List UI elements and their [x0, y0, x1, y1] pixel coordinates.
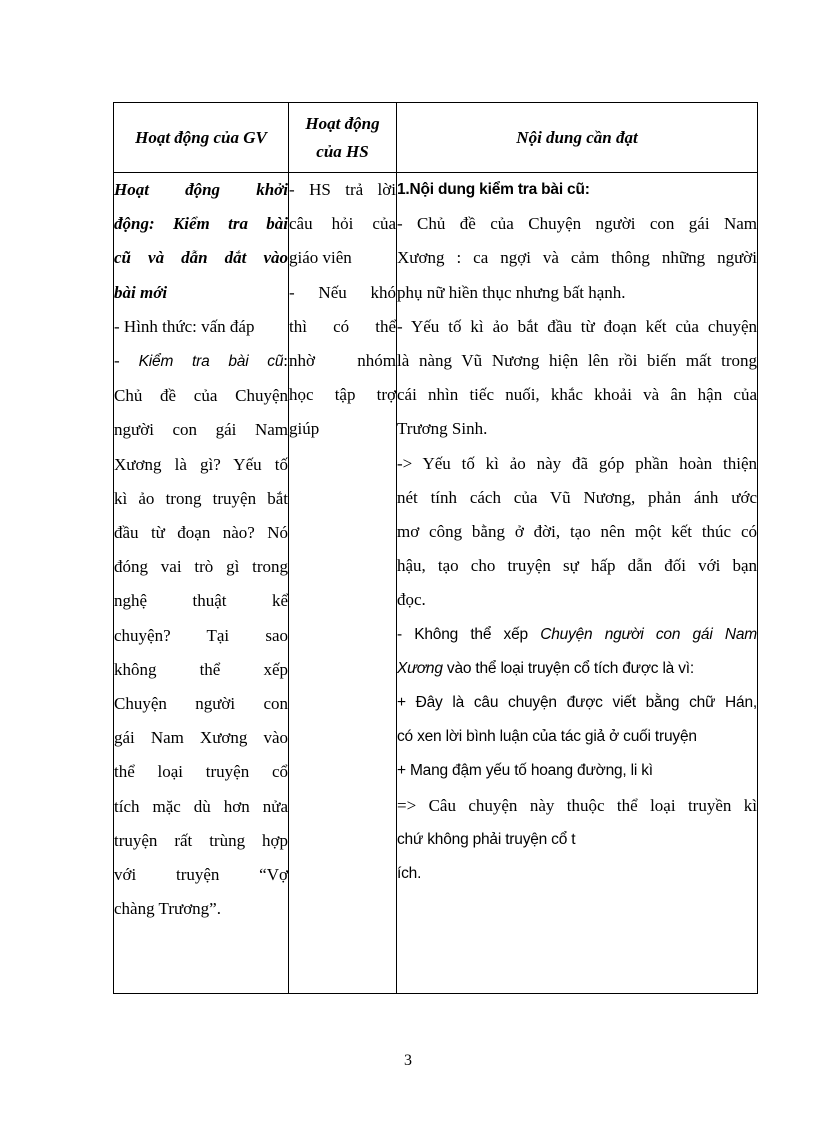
content-heading: 1.Nội dung kiểm tra bài cũ:: [397, 181, 590, 198]
gv-question-line: Chuyện người con: [114, 694, 288, 714]
hs-line: nhờ nhóm: [289, 351, 396, 371]
student-activity-cell: [289, 173, 397, 994]
gv-question-line: chuyện? Tại sao: [114, 625, 288, 645]
hs-line: - Nếu khó: [289, 282, 396, 302]
teacher-activity-cell: [114, 173, 289, 994]
gv-title-line: Hoạt động khởi: [114, 180, 288, 199]
content-conclusion-line: chứ không phải truyện cổ t: [397, 830, 576, 848]
content-genre-line: Xương vào thể loại truyện cổ tích được là vì:: [397, 659, 694, 677]
gv-question-line: với truyện “Vợ: [114, 865, 288, 885]
hs-line: giúp: [289, 419, 320, 439]
content-cell: [397, 173, 758, 994]
hs-line: - HS trả lời: [289, 180, 396, 199]
gv-question-line: Xương là gì? Yếu tố: [114, 454, 288, 474]
content-conclusion-line: ích.: [397, 865, 422, 883]
story-title: Chuyện người con gái Nam: [540, 625, 757, 643]
page-number: 3: [404, 1052, 412, 1069]
gv-question-line: truyện rất trùng hợp: [114, 830, 288, 850]
header-student-line1: Hoạt động: [305, 113, 380, 133]
hs-line: câu hỏi của: [289, 214, 396, 234]
header-row: [114, 103, 758, 173]
content-genre-line: - Không thể xếp Chuyện người con gái Nam: [397, 625, 757, 643]
content-line: hậu, tạo cho truyện sự hấp dẫn đối với bạn: [397, 556, 757, 576]
gv-question-line: Chủ đề của Chuyện: [114, 386, 288, 406]
check-label: Kiểm tra bài cũ: [138, 353, 284, 371]
header-content: Nội dung cần đạt: [397, 103, 758, 173]
content-line: phụ nữ hiền thục nhưng bất hạnh.: [397, 282, 626, 302]
gv-title-line: động: Kiểm tra bài: [114, 214, 288, 234]
content-line: - Chủ đề của Chuyện người con gái Nam: [397, 214, 757, 234]
gv-question-line: đóng vai trò gì trong: [114, 557, 288, 577]
story-title-cont: Xương: [397, 659, 443, 677]
header-teacher-activity: Hoạt động của GV: [114, 103, 289, 173]
header-student-activity: [289, 103, 397, 173]
gv-question-line: thể loại truyện cổ: [114, 762, 288, 782]
content-reason-line: + Đây là câu chuyện được viết bằng chữ Hán,: [397, 694, 757, 712]
hs-line: thì có thể: [289, 316, 396, 336]
gv-title-line: cũ và dẫn dắt vào: [114, 248, 288, 268]
gv-question-line: không thể xếp: [114, 659, 288, 679]
content-line: là nàng Vũ Nương hiện lên rồi biến mất trong: [397, 351, 757, 371]
lesson-plan-table: [113, 102, 758, 994]
gv-form-line: - Hình thức: vấn đáp: [114, 316, 255, 336]
content-reason-line: + Mang đậm yếu tố hoang đường, li kì: [397, 762, 653, 780]
content-line: đọc.: [397, 590, 426, 610]
body-row: [114, 173, 758, 994]
gv-check-line: - Kiểm tra bài cũ:: [114, 351, 288, 371]
content-line: -> Yếu tố kì ảo này đã góp phần hoàn thiện: [397, 453, 757, 473]
content-line: cái nhìn tiếc nuối, khắc khoải và ân hận của: [397, 385, 757, 405]
content-line: nét tính cách của Vũ Nương, phản ánh ước: [397, 487, 757, 507]
content-line: mơ công bằng ở đời, tạo nên một kết thúc có: [397, 522, 757, 542]
gv-question-line: người con gái Nam: [114, 420, 288, 440]
content-reason-line: có xen lời bình luận của tác giả ở cuối truyện: [397, 728, 697, 746]
gv-question-line: chàng Trương”.: [114, 899, 221, 919]
header-student-line2: của HS: [316, 141, 369, 161]
content-line: Trương Sinh.: [397, 419, 488, 439]
gv-title-line: bài mới: [114, 282, 168, 302]
content-line: Xương : ca ngợi và cảm thông những người: [397, 248, 757, 268]
gv-question-line: tích mặc dù hơn nửa: [114, 796, 288, 816]
content-line: - Yếu tố kì ảo bắt đầu từ đoạn kết của chuyện: [397, 316, 757, 336]
gv-question-line: đầu từ đoạn nào? Nó: [114, 523, 288, 543]
gv-question-line: gái Nam Xương vào: [114, 728, 288, 748]
hs-line: học tập trợ: [289, 385, 396, 405]
gv-question-line: nghệ thuật kể: [114, 591, 288, 611]
gv-question-line: kì ảo trong truyện bắt: [114, 488, 288, 508]
hs-line: giáo viên: [289, 248, 352, 268]
content-conclusion-line: => Câu chuyện này thuộc thể loại truyền kì: [397, 795, 757, 815]
